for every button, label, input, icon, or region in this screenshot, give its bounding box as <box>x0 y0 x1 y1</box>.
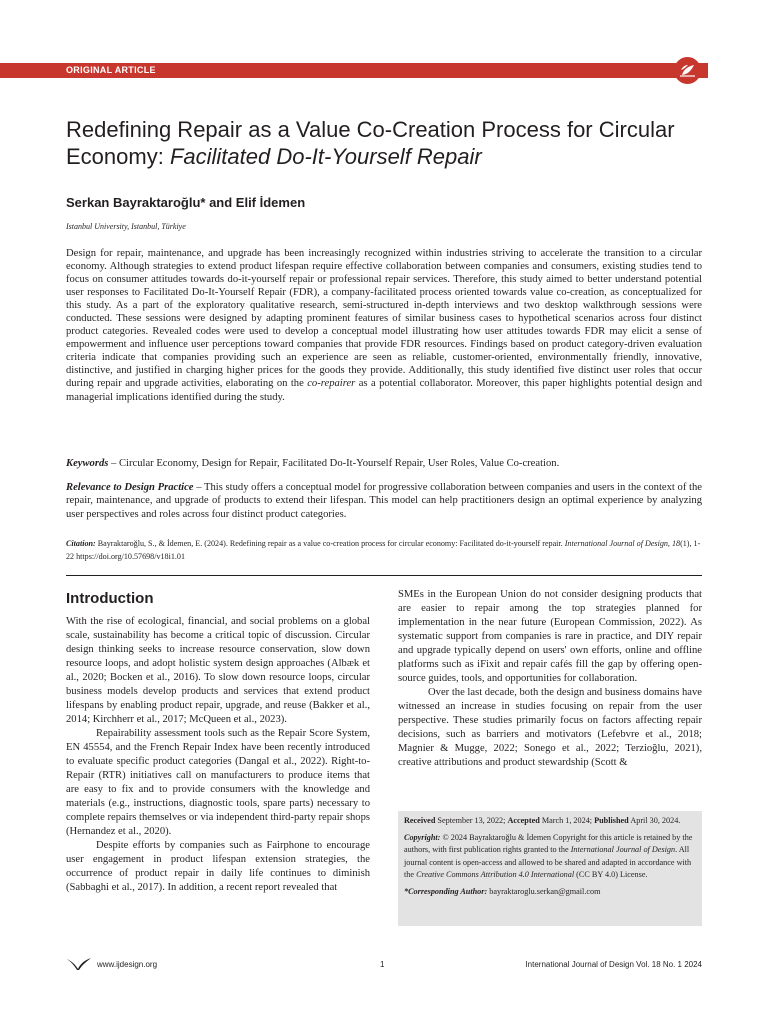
citation-end[interactable]: (1), 1-22 https://doi.org/10.57698/v18i1.01 <box>66 539 701 561</box>
footer-journal: International Journal of Design Vol. 18 No. 1 2024 <box>525 960 702 969</box>
bird-logo-icon <box>66 957 92 971</box>
copyright-journal: International Journal of Design <box>570 845 676 855</box>
published-label: Published <box>594 816 629 825</box>
received-date: September 13, 2022; <box>435 816 508 825</box>
divider <box>66 575 702 576</box>
abstract-italic: co-repairer <box>307 378 356 390</box>
authors: Serkan Bayraktaroğlu* and Elif İdemen <box>66 195 306 210</box>
citation-text: Bayraktaroğlu, S., & İdemen, E. (2024). Redefining repair as a value co-creation process for circular economy: Facilitated do-it-yourself repair. <box>95 539 565 548</box>
copyright-text: . All journal content is open-access and allowed to be shared and adapted in accordance with the <box>404 845 692 879</box>
corresponding-label: *Corresponding Author: <box>404 887 488 897</box>
abstract-end: as a potential collaborator. Moreover, this paper highlights potential design and managerial implications identified during the study. <box>66 378 702 403</box>
citation <box>66 537 702 563</box>
intro-paragraph: Repairability assessment tools such as the Repair Score System, EN 45554, and the French Repair Index have been recently introduced to evaluate specific product categories (Dangal et al., 2022). Right-to-Repair (RTR) initiatives call on manufacturers to produce items that are easy to fix and to provide consumers with the knowledge and materials (e.g., instructions, diagnostic tools, spare parts) necessary to complete repairs themselves or via independent third-party repair shops (Hernandez et al., 2020). <box>66 728 370 837</box>
keywords-text: – Circular Economy, Design for Repair, Facilitated Do-It-Yourself Repair, User Roles, Value Co-creation. <box>108 458 560 469</box>
relevance-label: Relevance to Design Practice <box>66 482 194 493</box>
keywords <box>66 457 702 470</box>
copyright-text: © 2024 Bayraktaroğlu & İdemen Copyright for this article is retained by the authors, with first publication rights granted to the <box>404 833 693 855</box>
citation-journal: International Journal of Design, 18 <box>564 539 681 548</box>
copyright <box>404 832 696 881</box>
intro-paragraph: Over the last decade, both the design and business domains have witnessed an increase in studies focusing on repair from the user perspective. These studies primarily focus on factors affecting repair decisions, such as barriers and motivators (Lefebvre et al., 2018; Magnier & Mugge, 2022; Sonego et al., 2022; Terzioğlu, 2021), creative attributions and product stewardship (Scott & <box>398 687 702 768</box>
accepted-date: March 1, 2024; <box>539 816 595 825</box>
keywords-label: Keywords <box>66 458 109 469</box>
intro-paragraph: Despite efforts by companies such as Fairphone to encourage user engagement in product lifespan extension strategies, the occurrence of product repair in daily life continues to diminish (Sabbaghi et al., 2017). In addition, a recent report revealed that <box>66 840 370 893</box>
section-label: ORIGINAL ARTICLE <box>66 65 156 75</box>
abstract <box>66 247 702 404</box>
right-column <box>398 588 702 770</box>
citation-label: Citation: <box>66 539 96 548</box>
relevance <box>66 481 702 521</box>
intro-paragraph: SMEs in the European Union do not consider designing products that are easier to repair among the top strategies planned for implementation in the near future (European Commission, 2022). As systematic support from companies is rare in practice, and DIY repair and upgrade typically depend on users' own efforts, online and offline platforms such as iFixit and repair cafés fill the gap by offering open-source guides, tools, and opportunities for collaboration. <box>398 589 702 684</box>
copyright-label: Copyright: <box>404 833 441 843</box>
article-title <box>66 116 706 170</box>
corresponding-email[interactable]: bayraktaroglu.serkan@gmail.com <box>487 887 601 897</box>
title-subtitle: Facilitated Do-It-Yourself Repair <box>169 144 482 169</box>
left-column <box>66 615 370 895</box>
article-info-box <box>398 811 702 926</box>
copyright-license: Creative Commons Attribution 4.0 International <box>416 869 575 879</box>
corresponding-author <box>404 886 696 898</box>
received-label: Received <box>404 816 436 825</box>
introduction-heading: Introduction <box>66 590 154 607</box>
title-main: Redefining Repair as a Value Co-Creation Process for Circular Economy: <box>66 117 675 169</box>
section-bar <box>0 63 708 78</box>
affiliation: Istanbul University, Istanbul, Türkiye <box>66 222 186 231</box>
flower-logo-icon <box>674 57 701 84</box>
relevance-text: – This study offers a conceptual model for progressive collaboration between companies and users in the context of the repair, maintenance, and upgrade of products to extend their lifespan. This model can help practitioners design an optimal experience by analyzing user perspectives and roles across four distinct product categories. <box>66 482 702 520</box>
accepted-label: Accepted <box>507 816 540 825</box>
footer-url[interactable]: www.ijdesign.org <box>97 960 158 969</box>
copyright-text: (CC BY 4.0) License. <box>574 869 648 879</box>
page-number: 1 <box>380 960 385 969</box>
dates <box>404 815 696 827</box>
abstract-text: Design for repair, maintenance, and upgrade has been increasingly recognized within industries striving to accelerate the transition to a circular economy. Although strategies to extend product lifespan require effective collaboration between companies and consumers, existing studies tend to focus on consumer attitudes towards do-it-yourself repair or professional repair services. Therefore, this study aimed to better understand potential user responses to Facilitated Do-It-Yourself Repair (FDR), a company-facilitated process oriented towards value co-creation, as conceptualized for this study. As a part of the exploratory qualitative research, semi-structured in-depth interviews and two desktop walkthrough sessions were conducted. These sessions were designed by adapting prominent features of similar business cases to hypothetical scenarios across four distinct product categories. Revealed codes were used to develop a conceptual model illustrating how user attitudes towards FDR may elicit a sense of empowerment and influence user perceptions toward companies that provide FDR resources. Findings based on product category-driven evaluation criteria indicate that companies providing such an experience are seen as reliable, customer-oriented, environmentally friendly, innovative, distinctive, and justified in charging higher prices for the goods they provide. Additionally, this study identified five distinct user roles that occur during repair and upgrade activities, elaborating on the <box>66 248 702 390</box>
intro-paragraph: With the rise of ecological, financial, and social problems on a global scale, sustainability has become a critical topic of discussion. Circular design thinking seeks to increase resource conservation, slow down resource loops, and adopt holistic system design approaches (Albæk et al., 2020; Bocken et al., 2016). To slow down resource loops, circular business models develop products and services that extend product lifespans by enabling product repair, upgrade, and reuse (Bakker et al., 2014; Kirchherr et al., 2017; McQueen et al., 2023). <box>66 616 370 725</box>
published-date: April 30, 2024. <box>628 816 681 825</box>
